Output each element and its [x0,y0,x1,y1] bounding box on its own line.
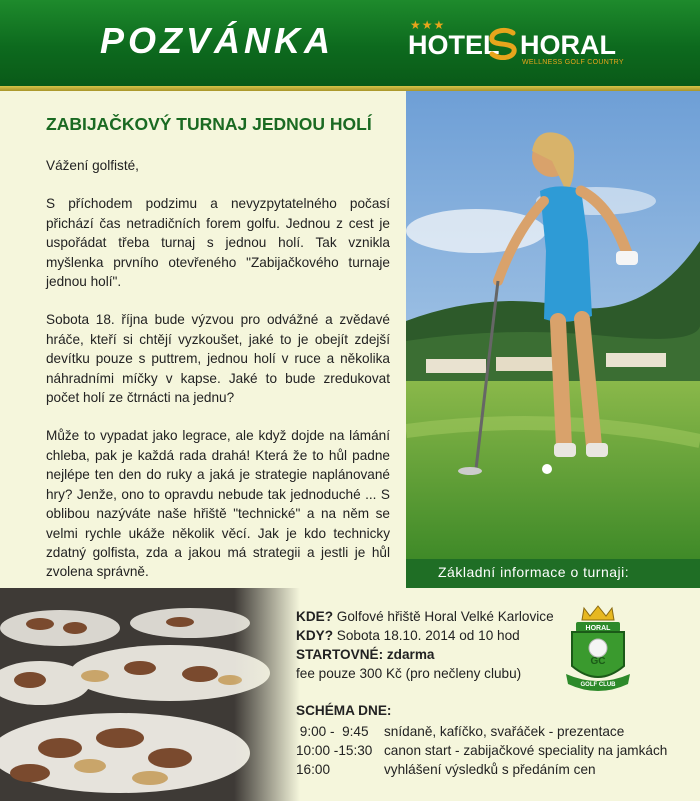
logo-word-hotel: HOTEL [408,30,500,60]
schedule-time: 10:00 -15:30 [296,743,373,758]
fee-value: zdarma [383,647,435,662]
schedule-desc: canon start - zabijačkové speciality na jamkách [384,743,668,758]
golfer-photo [406,91,700,559]
schedule-row [296,724,624,739]
header-banner [0,0,700,86]
schedule-desc: snídaně, kafíčko, svařáček - prezentace [384,724,625,739]
feast-plates-illustration [0,588,300,801]
schedule-time: 16:00 [296,762,331,777]
crest-initials: GC [590,656,606,667]
page-title: POZVÁNKA [100,20,335,61]
logo-swirl-icon [486,26,520,60]
fee-row [296,645,554,664]
schedule-desc: vyhlášení výsledků s předáním cen [384,762,596,777]
golf-course-illustration [406,91,700,559]
golf-club-crest-icon [562,604,634,698]
where-row [296,607,554,626]
fee-label: STARTOVNÉ: [296,647,384,662]
crest-top-text: HORAL [585,625,611,632]
where-label: KDE? [296,609,334,624]
schedule-time: 9:00 - 9:45 [296,724,369,739]
info-bar-label: Základní informace o turnaji: [438,564,630,580]
paragraph-date: Sobota 18. října bude výzvou pro odvážné a zvědavé hráče, kteří si chtějí vyzkoušet, jaké to je obejít zdejší devítku pouze s puttrem, jednou holí v ruce a několika náhradními míčky v kapse. Jaké to bude zredukovat počet holí ze čtrnácti na jednu? [46,312,390,406]
paragraph-intro: S příchodem podzimu a nevyzpytatelného počasí přichází čas netradičních forem golfu. Jednou z cest je uspořádat třeba turnaj s jednou holí. Tak vznikla myšlenka prvního otevřeného "Zabijačkového turnaje jednou holí". [46,196,390,290]
food-photo [0,588,300,801]
schedule-title: SCHÉMA DNE: [296,703,392,718]
crest-bottom-text: GOLF CLUB [580,682,616,688]
when-value: Sobota 18.10. 2014 od 10 hod [333,628,520,643]
fee-note: fee pouze 300 Kč (pro nečleny clubu) [296,666,522,681]
logo-tagline: WELLNESS GOLF COUNTRY [522,59,624,66]
schedule-row [296,762,596,777]
tournament-details [296,607,554,683]
logo-word-horal: HORAL [520,30,616,60]
greeting: Vážení golfisté, [46,158,139,173]
hotel-horal-logo [408,18,638,70]
paragraph-strategy: Může to vypadat jako legrace, ale když dojde na lámání chleba, pak je každá rada drahá! Která že to hůl padne nejlépe ten den do ruky a jaká je strategie naplánované hry? Jenže, ono to opravdu nebude tak jednoduché ... S oblibou nazýváte naše hřiště "technické" a na něm se velmi rychle ukáže několik věcí. Jak je kdo technicky zdatný golfista, zda a jakou má strategii a jestli je hůl zvolena správně. [46,428,390,580]
where-value: Golfové hřiště Horal Velké Karlovice [333,609,554,624]
when-row [296,626,554,645]
invitation-letter [46,156,390,601]
logo-stars: ★★★ [410,18,446,32]
schedule-row [296,743,667,758]
tournament-info-bar [406,559,700,588]
when-label: KDY? [296,628,334,643]
tournament-heading: ZABIJAČKOVÝ TURNAJ JEDNOU HOLÍ [46,114,372,134]
